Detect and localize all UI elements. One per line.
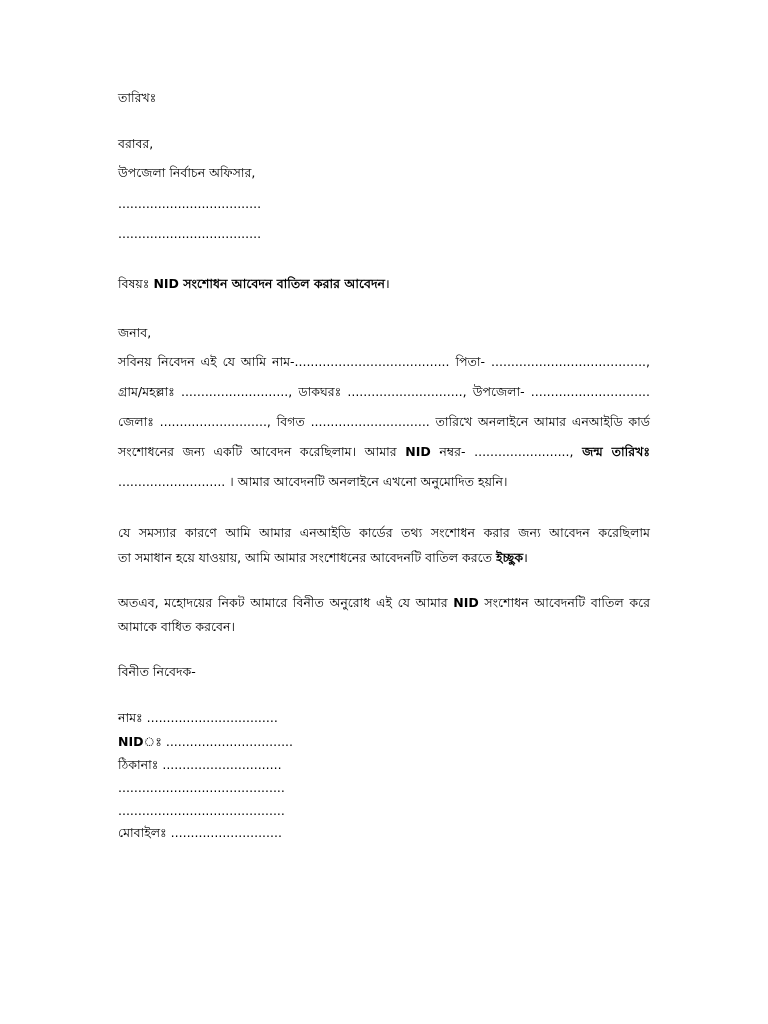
body-p1-line-4-a: সংশোধনের জন্য একটি আবেদন করেছিলাম। আমার [118, 444, 406, 459]
subject-prefix: বিষয়ঃ [118, 276, 154, 291]
body-p1-line-4 [118, 444, 650, 460]
salutation-to: বরাবর, [118, 136, 154, 151]
body-p1-line-4-b: নম্বর- ........................, [430, 444, 583, 459]
nid-label-2: NID [453, 595, 479, 610]
body-p2-line-1: যে সমস্যার কারণে আমি আমার এনআইডি কার্ডের তথ্য সংশোধন করার জন্য আবেদন করেছিলাম [118, 525, 650, 540]
body-p3-line-2: আমাকে বাধিত করবেন। [118, 619, 235, 634]
body-p1-line-5: ........................... । আমার আবেদনটি অনলাইনে এখনো অনুমোদিত হয়নি। [118, 474, 508, 489]
subject-line [118, 276, 390, 292]
body-p3-line-1-a: অতএব, মহোদয়ের নিকট আমারে বিনীত অনুরোধ এই যে আমার [118, 595, 454, 610]
sign-nid-label: NID [118, 734, 144, 749]
sign-mobile: মোবাইলঃ ............................ [118, 825, 282, 840]
willing-word: ইচ্ছুক [495, 550, 524, 565]
body-p2-line-2-a: তা সমাধান হয়ে যাওয়ায়, আমি আমার সংশোধনের আবেদনটি বাতিল করতে [118, 550, 496, 565]
body-p2-line-2 [118, 550, 528, 566]
subject-text: NID সংশোধন আবেদন বাতিল করার আবেদন [153, 276, 385, 291]
sign-address-line-3: .......................................... [118, 803, 285, 818]
address-line-2: .................................... [118, 226, 262, 241]
greeting: জনাব, [118, 325, 152, 340]
sign-name: নামঃ ................................. [118, 710, 278, 725]
body-p1-line-3: জেলাঃ ..........................., বিগত .............................. তারিখে অনলাইনে আমার এনআইডি কার্ড [118, 414, 650, 429]
body-p3-line-1-b: সংশোধন আবেদনটি বাতিল করে [478, 595, 650, 610]
sign-address: ঠিকানাঃ .............................. [118, 757, 282, 772]
nid-label: NID [405, 444, 431, 459]
subject-end: । [384, 276, 390, 291]
dob-label: জন্ম তারিখঃ [582, 444, 651, 459]
closing: বিনীত নিবেদক- [118, 664, 196, 679]
sign-nid-rest: ঃ ................................ [143, 734, 293, 749]
body-p1-line-2: গ্রাম/মহল্লাঃ ..........................., ডাকঘরঃ ............................., উপজেলা- .............................. [118, 384, 650, 399]
sign-address-line-2: .......................................... [118, 780, 285, 795]
body-p1-line-1: সবিনয় নিবেদন এই যে আমি নাম-....................................... পিতা- ......................................., [118, 354, 650, 369]
body-p2-line-2-b: । [523, 550, 528, 565]
body-p3-line-1 [118, 595, 650, 611]
recipient-title: উপজেলা নির্বাচন অফিসার, [118, 165, 256, 180]
date-label: তারিখঃ [118, 90, 157, 105]
sign-nid [118, 734, 293, 750]
address-line-1: .................................... [118, 196, 262, 211]
